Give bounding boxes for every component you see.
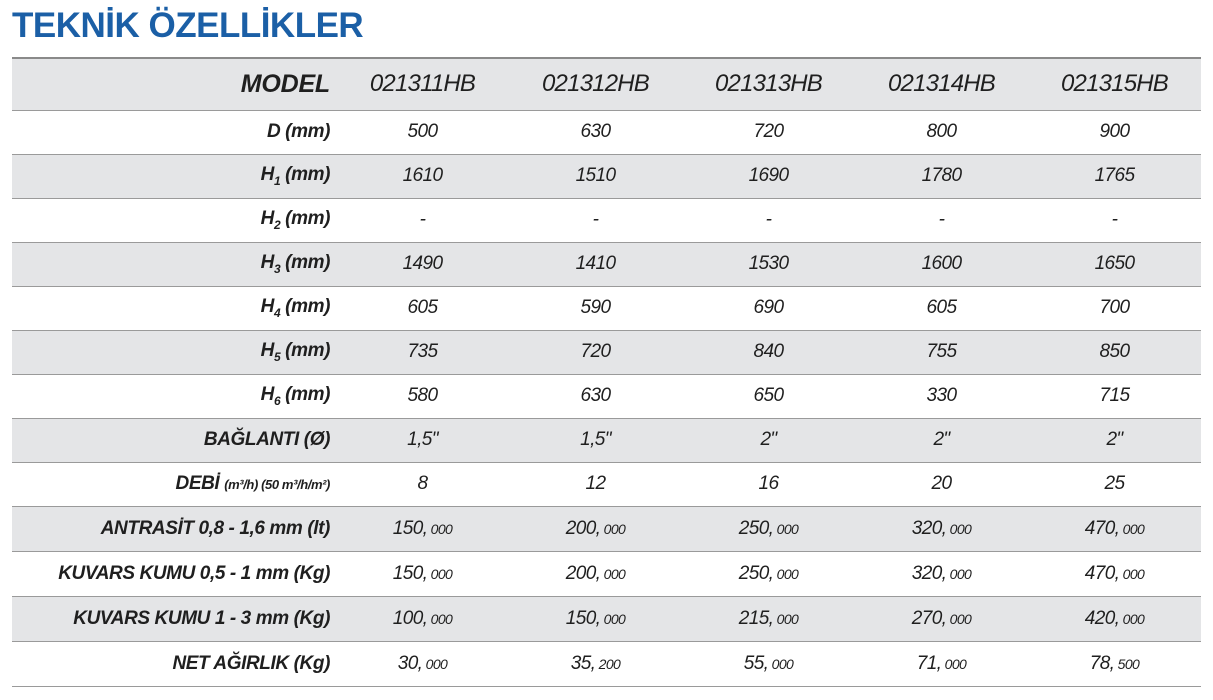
cell-value-decimals: 000: [941, 655, 967, 672]
row-label-main: KUVARS KUMU 1 - 3 mm: [73, 607, 289, 629]
table-cell: [336, 286, 509, 330]
row-label-subscript: 5: [273, 350, 281, 364]
table-cell: [1028, 596, 1201, 641]
cell-value-decimals: 000: [946, 565, 972, 582]
cell-value: 30,: [397, 652, 423, 674]
table-cell: [682, 641, 855, 686]
cell-value: 1,5": [407, 429, 438, 450]
row-label-unit: (mm): [285, 252, 330, 273]
cell-value: 1780: [921, 165, 962, 186]
table-cell: [855, 641, 1028, 686]
cell-value: 420,: [1084, 607, 1120, 629]
cell-value: 55,: [743, 652, 769, 674]
row-label-unit: (Kg): [293, 607, 330, 629]
cell-value: 1600: [921, 253, 962, 274]
cell-value: 700: [1099, 297, 1130, 318]
model-name: 021313HB: [714, 70, 823, 98]
page-title: TEKNİK ÖZELLİKLER: [12, 6, 364, 45]
table-row: [12, 110, 1201, 154]
cell-value-decimals: 000: [422, 655, 448, 672]
cell-value: 1765: [1094, 165, 1135, 186]
row-label-subscript: 1: [273, 174, 281, 188]
cell-value-decimals: 000: [946, 520, 972, 537]
cell-value: 1,5": [580, 429, 611, 450]
cell-value-decimals: 000: [773, 610, 799, 627]
table-cell: [682, 110, 855, 154]
cell-value: 1490: [402, 253, 443, 274]
row-label-subscript: 3: [273, 262, 281, 276]
cell-value: 250,: [738, 517, 774, 539]
table-cell: [509, 242, 682, 286]
cell-value: 605: [407, 297, 438, 318]
table-cell: [855, 462, 1028, 506]
table-cell: [682, 462, 855, 506]
cell-value: 650: [753, 385, 784, 406]
cell-value: 330: [926, 385, 957, 406]
cell-value: 590: [580, 297, 611, 318]
cell-value: 100,: [392, 607, 428, 629]
cell-value: -: [938, 209, 945, 230]
table-cell: [1028, 462, 1201, 506]
table-cell: [1028, 154, 1201, 198]
table-cell: [682, 418, 855, 462]
table-cell: [855, 242, 1028, 286]
table-cell: [336, 110, 509, 154]
table-row: [12, 462, 1201, 506]
cell-value: 8: [417, 473, 428, 494]
table-cell: [336, 551, 509, 596]
table-row: [12, 418, 1201, 462]
table-cell: [336, 374, 509, 418]
table-cell: [336, 641, 509, 686]
row-label-unit: (m³/h) (50 m³/h/m²): [224, 477, 330, 492]
cell-value: 320,: [911, 517, 947, 539]
table-cell: [336, 330, 509, 374]
cell-value: 150,: [392, 562, 428, 584]
model-name: 021314HB: [887, 70, 996, 98]
table-cell: [336, 506, 509, 551]
row-label-unit: (Kg): [293, 652, 330, 674]
table-cell: [336, 154, 509, 198]
cell-value: 800: [926, 121, 957, 142]
row-label-main: KUVARS KUMU 0,5 - 1 mm: [58, 562, 289, 584]
table-cell: [509, 596, 682, 641]
cell-value: 12: [585, 473, 606, 494]
cell-value: 720: [580, 341, 611, 362]
cell-value: 1510: [575, 165, 616, 186]
row-label: [12, 242, 336, 286]
cell-value-decimals: 000: [773, 520, 799, 537]
row-label: [12, 462, 336, 506]
cell-value: 720: [753, 121, 784, 142]
table-cell: [509, 154, 682, 198]
table-cell: [336, 242, 509, 286]
table-cell: [1028, 198, 1201, 242]
row-label-unit: (mm): [285, 296, 330, 317]
row-label-unit: (mm): [285, 208, 330, 229]
row-label-subscript: 4: [273, 306, 281, 320]
cell-value: 630: [580, 121, 611, 142]
cell-value: 580: [407, 385, 438, 406]
table-cell: [1028, 551, 1201, 596]
row-label-unit: (Ø): [303, 429, 330, 450]
cell-value: -: [765, 209, 772, 230]
table-cell: [336, 418, 509, 462]
table-row: [12, 596, 1201, 641]
row-label: [12, 154, 336, 198]
table-header-row: [12, 58, 1201, 110]
table-cell: [1028, 242, 1201, 286]
row-label-main: NET AĞIRLIK: [172, 652, 289, 674]
row-label: [12, 596, 336, 641]
cell-value: 2": [933, 429, 950, 450]
cell-value-decimals: 000: [1119, 565, 1145, 582]
table-cell: [509, 418, 682, 462]
table-cell: [855, 110, 1028, 154]
table-row: [12, 286, 1201, 330]
cell-value: 1650: [1094, 253, 1135, 274]
table-cell: [509, 286, 682, 330]
row-label-main: D: [266, 121, 281, 142]
row-label-unit: (mm): [285, 384, 330, 405]
table-cell: [682, 374, 855, 418]
row-label: [12, 418, 336, 462]
table-row: [12, 641, 1201, 686]
table-row: [12, 506, 1201, 551]
cell-value: 20: [931, 473, 952, 494]
table-row: [12, 154, 1201, 198]
cell-value: 630: [580, 385, 611, 406]
row-label: [12, 110, 336, 154]
cell-value: 1410: [575, 253, 616, 274]
row-label-subscript: 2: [273, 218, 281, 232]
table-cell: [855, 154, 1028, 198]
cell-value: 900: [1099, 121, 1130, 142]
cell-value: 25: [1104, 473, 1125, 494]
cell-value: 71,: [916, 652, 942, 674]
row-label-main: DEBİ: [175, 473, 220, 494]
table-cell: [682, 596, 855, 641]
cell-value: 78,: [1089, 652, 1115, 674]
table-cell: [1028, 641, 1201, 686]
row-label-unit: (Kg): [293, 562, 330, 584]
row-label-main: H: [260, 340, 274, 361]
table-cell: [855, 596, 1028, 641]
cell-value: -: [1111, 209, 1118, 230]
table-cell: [682, 286, 855, 330]
row-label-unit: (mm): [285, 340, 330, 361]
table-cell: [1028, 330, 1201, 374]
cell-value: 2": [1106, 429, 1123, 450]
row-label: [12, 286, 336, 330]
cell-value: -: [419, 209, 426, 230]
model-header-label: MODEL: [240, 69, 330, 98]
cell-value-decimals: 000: [768, 655, 794, 672]
row-label-main: H: [260, 208, 274, 229]
cell-value: 470,: [1084, 562, 1120, 584]
cell-value: 200,: [565, 562, 601, 584]
cell-value: 270,: [911, 607, 947, 629]
cell-value-decimals: 000: [600, 610, 626, 627]
model-name: 021315HB: [1060, 70, 1169, 98]
table-row: [12, 551, 1201, 596]
table-cell: [1028, 286, 1201, 330]
cell-value: 320,: [911, 562, 947, 584]
cell-value-decimals: 000: [1119, 610, 1145, 627]
table-row: [12, 198, 1201, 242]
row-label: [12, 506, 336, 551]
cell-value: 755: [926, 341, 957, 362]
cell-value: 35,: [570, 652, 596, 674]
row-label-subscript: 6: [273, 394, 281, 408]
cell-value-decimals: 200: [595, 655, 621, 672]
cell-value: 850: [1099, 341, 1130, 362]
table-row: [12, 330, 1201, 374]
cell-value-decimals: 000: [600, 565, 626, 582]
table-cell: [509, 110, 682, 154]
cell-value-decimals: 000: [427, 565, 453, 582]
cell-value: 150,: [565, 607, 601, 629]
table-row: [12, 242, 1201, 286]
table-cell: [855, 198, 1028, 242]
cell-value: 1690: [748, 165, 789, 186]
cell-value: 735: [407, 341, 438, 362]
cell-value: 500: [407, 121, 438, 142]
row-label-main: H: [260, 252, 274, 273]
cell-value-decimals: 500: [1114, 655, 1140, 672]
model-name: 021311HB: [369, 70, 476, 98]
table-cell: [509, 330, 682, 374]
row-label: [12, 330, 336, 374]
table-cell: [682, 242, 855, 286]
table-cell: [1028, 110, 1201, 154]
row-label-main: ANTRASİT 0,8 - 1,6 mm: [100, 517, 303, 539]
table-cell: [855, 418, 1028, 462]
table-cell: [682, 506, 855, 551]
cell-value: 715: [1099, 385, 1130, 406]
table-cell: [509, 198, 682, 242]
row-label: [12, 551, 336, 596]
cell-value-decimals: 000: [1119, 520, 1145, 537]
table-cell: [336, 596, 509, 641]
cell-value: 1530: [748, 253, 789, 274]
row-label-unit: (mm): [285, 164, 330, 185]
cell-value: 250,: [738, 562, 774, 584]
table-cell: [682, 154, 855, 198]
cell-value: 470,: [1084, 517, 1120, 539]
cell-value-decimals: 000: [773, 565, 799, 582]
table-cell: [1028, 374, 1201, 418]
table-cell: [682, 551, 855, 596]
table-cell: [855, 286, 1028, 330]
table-cell: [336, 198, 509, 242]
table-cell: [509, 641, 682, 686]
table-cell: [682, 330, 855, 374]
table-cell: [509, 374, 682, 418]
table-cell: [1028, 418, 1201, 462]
table-cell: [1028, 506, 1201, 551]
table-cell: [855, 374, 1028, 418]
row-label-main: H: [260, 164, 274, 185]
cell-value: 840: [753, 341, 784, 362]
cell-value: 215,: [738, 607, 774, 629]
row-label-main: H: [260, 296, 274, 317]
row-label: [12, 374, 336, 418]
row-label: [12, 198, 336, 242]
cell-value: 1610: [402, 165, 443, 186]
cell-value: -: [592, 209, 599, 230]
cell-value-decimals: 000: [946, 610, 972, 627]
model-name: 021312HB: [541, 70, 650, 98]
table-cell: [509, 551, 682, 596]
row-label-main: BAĞLANTI: [203, 429, 299, 450]
cell-value-decimals: 000: [427, 520, 453, 537]
cell-value: 605: [926, 297, 957, 318]
cell-value-decimals: 000: [427, 610, 453, 627]
table-cell: [855, 551, 1028, 596]
row-label-unit: (mm): [285, 121, 330, 142]
row-label: [12, 641, 336, 686]
row-label-main: H: [260, 384, 274, 405]
table-cell: [509, 506, 682, 551]
table-cell: [682, 198, 855, 242]
cell-value: 690: [753, 297, 784, 318]
table-cell: [509, 462, 682, 506]
cell-value: 150,: [392, 517, 428, 539]
cell-value: 200,: [565, 517, 601, 539]
cell-value-decimals: 000: [600, 520, 626, 537]
row-label-unit: (lt): [307, 517, 330, 539]
table-cell: [855, 506, 1028, 551]
table-cell: [336, 462, 509, 506]
cell-value: 16: [758, 473, 779, 494]
specifications-table: [12, 57, 1201, 687]
table-row: [12, 374, 1201, 418]
cell-value: 2": [760, 429, 777, 450]
table-cell: [855, 330, 1028, 374]
